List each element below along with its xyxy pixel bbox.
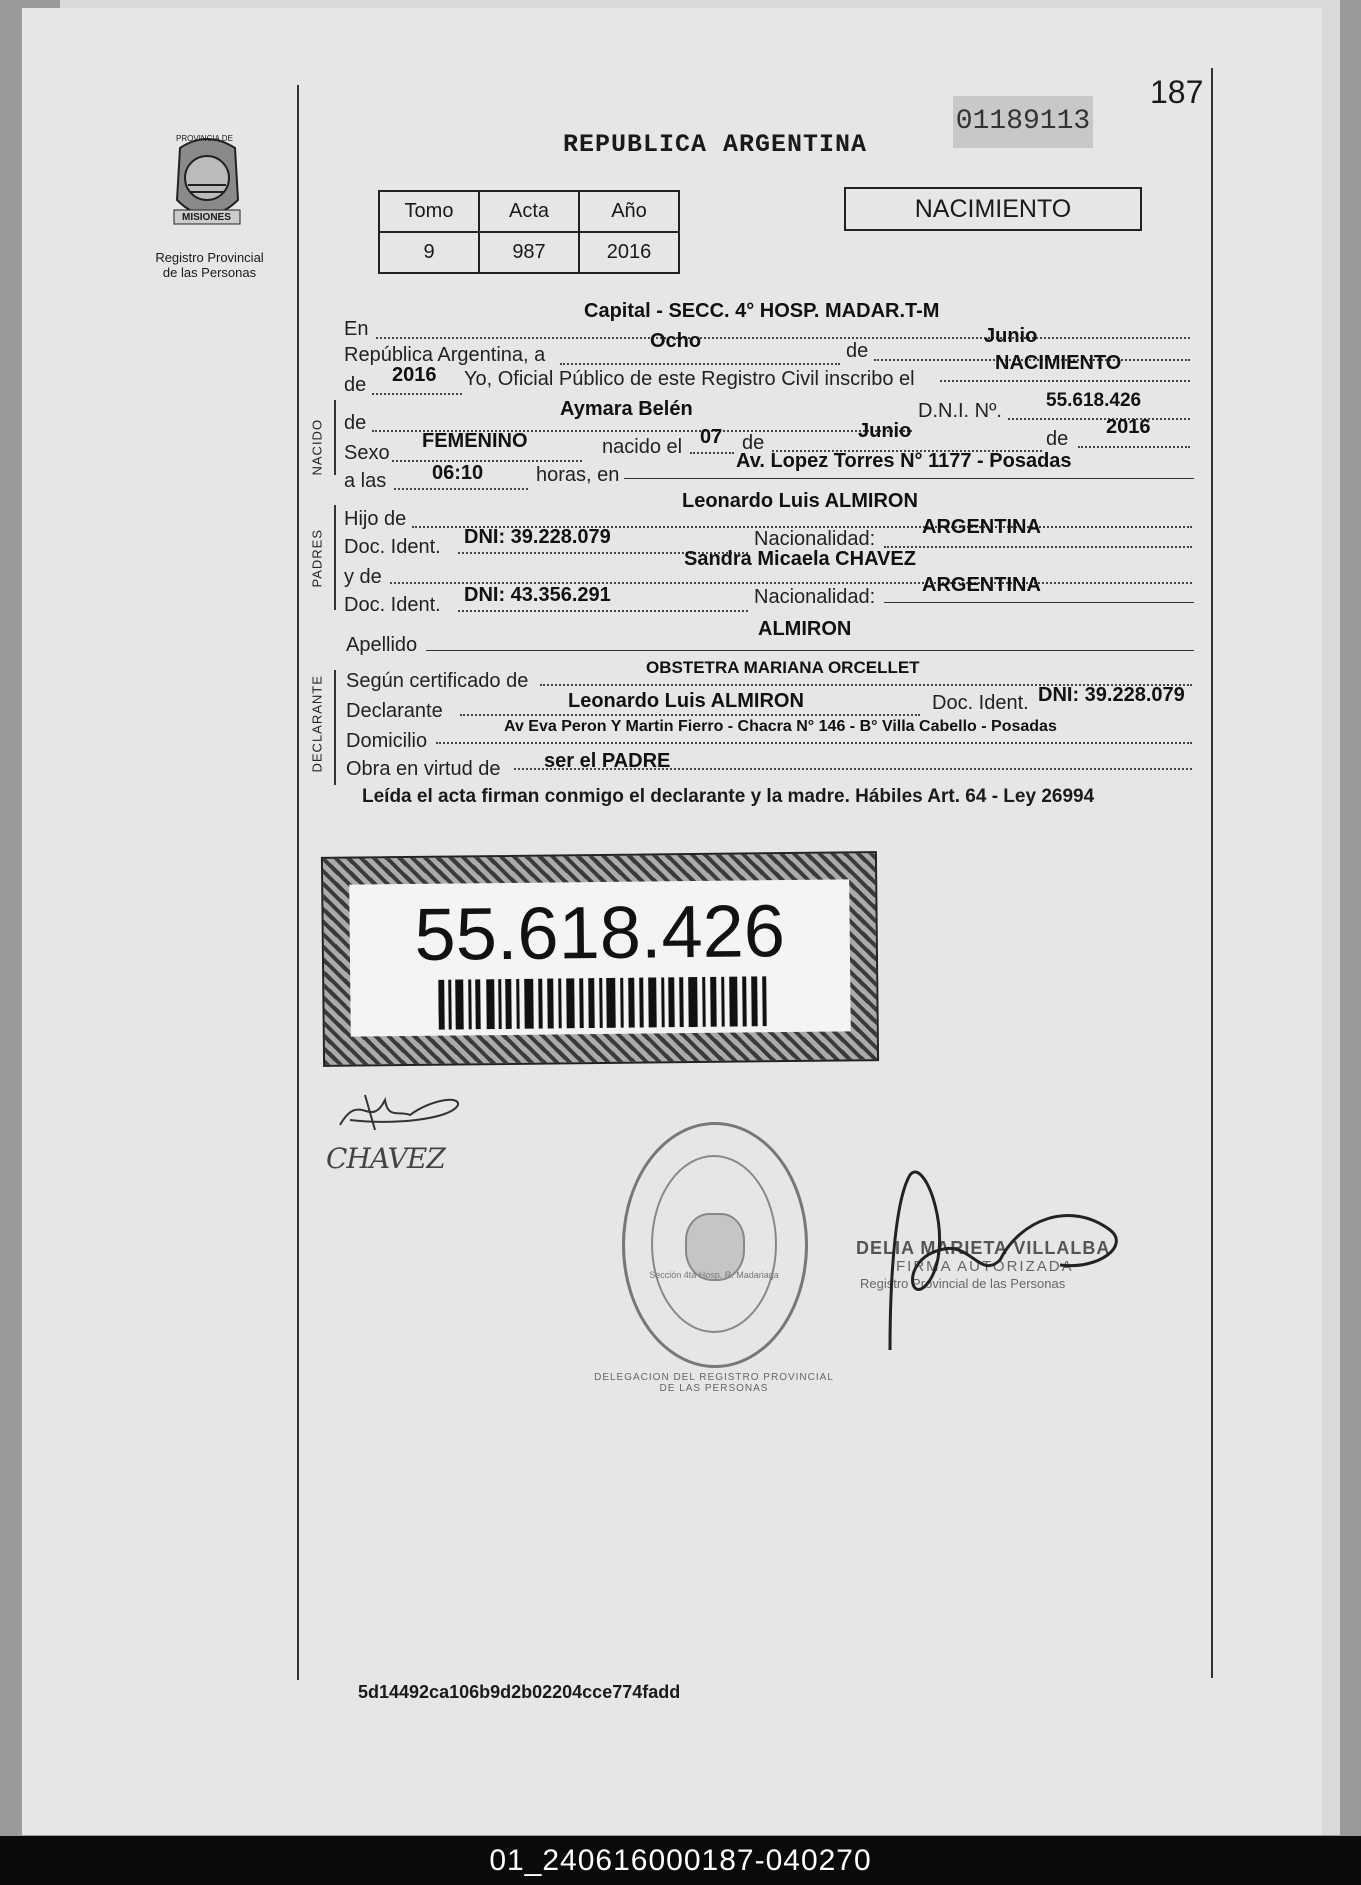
label-doc-ident-3: Doc. Ident. xyxy=(932,692,1029,714)
label-doc-ident-1: Doc. Ident. xyxy=(344,536,441,558)
label-republica: República Argentina, a xyxy=(344,344,546,366)
label-de-birth-month: de xyxy=(742,432,765,454)
registry-name: Registro Provincial de las Personas xyxy=(155,250,264,280)
value-mother: Sandra Micaela CHAVEZ xyxy=(684,548,916,570)
label-en: En xyxy=(344,318,369,340)
ano-header: Año xyxy=(579,191,679,232)
label-nacionalidad-1: Nacionalidad: xyxy=(754,528,876,550)
value-en: Capital - SECC. 4° HOSP. MADAR.T-M xyxy=(584,300,940,322)
registry-seal xyxy=(622,1122,808,1368)
value-father: Leonardo Luis ALMIRON xyxy=(682,490,918,512)
dots-year xyxy=(372,393,462,395)
label-dni: D.N.I. Nº. xyxy=(918,400,1002,422)
value-obra: ser el PADRE xyxy=(544,750,671,772)
side-label-declarante: DECLARANTE xyxy=(309,675,325,773)
dots-birth-day xyxy=(690,452,734,454)
value-declarante: Leonardo Luis ALMIRON xyxy=(568,690,804,712)
dots-record xyxy=(940,380,1190,382)
stamp-number: 01189113 xyxy=(953,96,1093,148)
dots-mother-doc xyxy=(458,610,748,612)
value-domicilio: Av Eva Peron Y Martin Fierro - Chacra N° 146 - B° Villa Cabello - Posadas xyxy=(504,718,1057,735)
legal-note: Leída el acta firman conmigo el declarante y la madre. Hábiles Art. 64 - Ley 26994 xyxy=(362,786,1095,807)
value-time: 06:10 xyxy=(432,462,484,484)
record-reference-table xyxy=(378,190,680,274)
label-yo-oficial: Yo, Oficial Público de este Registro Civil inscribo el xyxy=(464,368,915,390)
declarant-signature-name: CHAVEZ xyxy=(326,1142,445,1175)
seal-text: DELEGACION DEL REGISTRO PROVINCIAL DE LAS PERSONAS xyxy=(594,1372,834,1394)
officer-stamp-name: DELIA MARIETA VILLALBA xyxy=(856,1238,1111,1258)
value-name: Aymara Belén xyxy=(560,398,693,420)
value-record: NACIMIENTO xyxy=(995,352,1122,374)
padres-bracket xyxy=(334,505,336,610)
label-nacido-el: nacido el xyxy=(602,436,683,458)
officer-stamp-role: FIRMA AUTORIZADA xyxy=(896,1258,1074,1275)
label-declarante: Declarante xyxy=(346,700,443,722)
label-sexo: Sexo xyxy=(344,442,390,464)
seal-inner-text: Sección 4ta Hosp. R. Madariaga xyxy=(649,1270,779,1280)
label-obra: Obra en virtud de xyxy=(346,758,501,780)
tomo-value: 9 xyxy=(379,232,479,273)
dots-en xyxy=(376,337,1190,339)
right-margin-line xyxy=(1211,68,1213,1678)
label-doc-ident-2: Doc. Ident. xyxy=(344,594,441,616)
label-de-birth-year: de xyxy=(1046,428,1069,450)
label-horas-en: horas, en xyxy=(536,464,620,486)
label-nacionalidad-2: Nacionalidad: xyxy=(754,586,876,608)
value-mother-nat: ARGENTINA xyxy=(922,574,1041,596)
officer-signature xyxy=(870,1160,1140,1360)
dots-domicilio xyxy=(436,742,1192,744)
label-de-month: de xyxy=(846,340,869,362)
value-mother-doc: DNI: 43.356.291 xyxy=(464,584,611,606)
emblem-label-bottom: MISIONES xyxy=(182,212,231,223)
acta-header: Acta xyxy=(479,191,579,232)
value-dni: 55.618.426 xyxy=(1046,390,1142,411)
value-father-doc: DNI: 39.228.079 xyxy=(464,526,611,548)
line-mother-nat xyxy=(884,602,1194,603)
dots-father-nat xyxy=(884,546,1192,548)
value-father-nat: ARGENTINA xyxy=(922,516,1041,538)
barcode-label xyxy=(349,879,851,1036)
province-emblem xyxy=(160,130,255,245)
officer-stamp-registry: Registro Provincial de las Personas xyxy=(860,1276,1066,1291)
label-de-name: de xyxy=(344,412,367,434)
dots-day xyxy=(560,363,840,365)
label-a-las: a las xyxy=(344,470,387,492)
value-year: 2016 xyxy=(392,364,437,386)
dots-dni xyxy=(1008,418,1190,420)
value-certificado: OBSTETRA MARIANA ORCELLET xyxy=(646,658,920,677)
dots-time xyxy=(394,488,528,490)
emblem-label-top: PROVINCIA DE xyxy=(176,134,233,143)
label-segun: Según certificado de xyxy=(346,670,529,692)
nacido-bracket xyxy=(334,400,336,475)
document-hash: 5d14492ca106b9d2b02204cce774fadd xyxy=(358,1682,681,1702)
label-apellido: Apellido xyxy=(346,634,418,656)
barcode-number: 55.618.426 xyxy=(414,889,786,976)
label-hijo-de: Hijo de xyxy=(344,508,407,530)
record-type-box: NACIMIENTO xyxy=(844,187,1142,231)
value-apellido: ALMIRON xyxy=(758,618,852,640)
dots-declarante xyxy=(460,714,920,716)
label-de-year: de xyxy=(344,374,367,396)
value-birth-year: 2016 xyxy=(1106,416,1151,438)
dots-sexo xyxy=(392,460,582,462)
country-title: REPUBLICA ARGENTINA xyxy=(563,130,868,159)
side-label-padres: PADRES xyxy=(309,529,325,588)
footer-band: 01_240616000187-040270 xyxy=(0,1836,1361,1885)
value-birth-day: 07 xyxy=(700,426,723,448)
declarant-signature xyxy=(330,1080,480,1150)
declarante-bracket xyxy=(334,670,336,785)
barcode-bars xyxy=(438,976,769,1029)
tomo-header: Tomo xyxy=(379,191,479,232)
label-domicilio: Domicilio xyxy=(346,730,428,752)
ano-value: 2016 xyxy=(579,232,679,273)
value-month: Junio xyxy=(984,325,1038,347)
line-apellido xyxy=(426,650,1194,651)
acta-value: 987 xyxy=(479,232,579,273)
value-sexo: FEMENINO xyxy=(422,430,528,452)
line-place xyxy=(624,478,1194,479)
label-y-de: y de xyxy=(344,566,382,588)
value-declarante-doc: DNI: 39.228.079 xyxy=(1038,684,1185,706)
value-place: Av. Lopez Torres N° 1177 - Posadas xyxy=(736,450,1072,472)
side-label-nacido: NACIDO xyxy=(309,418,325,476)
value-birth-month: Junio xyxy=(858,420,912,442)
barcode-sticker xyxy=(321,851,879,1067)
page-number: 187 xyxy=(1150,74,1204,110)
left-margin-line xyxy=(297,85,299,1680)
dots-birth-year xyxy=(1078,446,1190,448)
value-day-word: Ocho xyxy=(650,330,702,352)
